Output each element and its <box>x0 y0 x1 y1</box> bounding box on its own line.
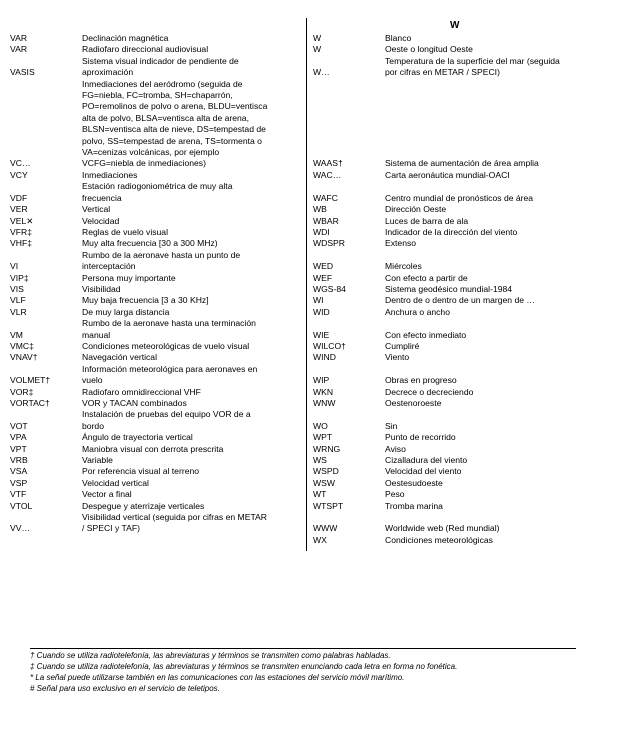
glossary-entry <box>313 489 613 500</box>
entry-abbreviation: VDF <box>10 192 28 203</box>
entry-definition: Información meteorológica para aeronaves en vuelo <box>82 363 258 386</box>
glossary-entry <box>313 501 613 512</box>
glossary-entry <box>313 170 613 181</box>
entry-abbreviation: VLR <box>10 306 27 317</box>
entry-definition: Vertical <box>82 204 111 215</box>
glossary-entry <box>10 79 306 159</box>
entry-definition: Centro mundial de pronósticos de área <box>385 192 534 203</box>
glossary-entry <box>313 284 613 295</box>
entry-abbreviation: VSA <box>10 466 28 477</box>
glossary-entry <box>10 387 306 398</box>
glossary-entry <box>10 33 306 44</box>
entry-definition: Blanco <box>385 33 412 43</box>
glossary-entry <box>10 56 306 79</box>
entry-spacer <box>313 318 613 329</box>
entry-definition: Dentro de o dentro de un margen de … <box>385 295 536 306</box>
entry-definition: Navegación vertical <box>82 352 157 363</box>
entry-definition: Vector a final <box>82 489 132 500</box>
glossary-entry <box>10 455 306 466</box>
entry-abbreviation: VEL✕ <box>10 215 34 226</box>
glossary-entry <box>10 318 306 341</box>
entry-spacer <box>313 409 613 420</box>
footnote-rule <box>30 648 576 649</box>
glossary-entry <box>313 432 613 443</box>
glossary-entry <box>313 227 613 238</box>
entry-abbreviation: VPA <box>10 432 27 443</box>
entry-definition: Obras en progreso <box>385 375 457 386</box>
footnote: † Cuando se utiliza radiotelefonía, las abreviaturas y términos se transmiten como palabras habladas. <box>30 651 391 660</box>
entry-definition <box>385 409 611 420</box>
entry-definition: Decrece o decreciendo <box>385 386 474 397</box>
entry-definition: Condiciones meteorológicas de vuelo visual <box>82 340 250 351</box>
entry-definition: Despegue y aterrizaje verticales <box>82 500 205 511</box>
footnote: # Señal para uso exclusivo en el servicio de teletipos. <box>30 684 220 693</box>
entry-definition: Con efecto a partir de <box>385 272 468 283</box>
glossary-entry <box>10 478 306 489</box>
column-heading-w: W <box>450 20 460 31</box>
entry-spacer <box>313 364 613 375</box>
entry-spacer <box>313 512 613 523</box>
glossary-entry <box>10 341 306 352</box>
entry-abbreviation: WDI <box>313 226 330 237</box>
entry-abbreviation: WSW <box>313 477 335 488</box>
glossary-entry <box>10 352 306 363</box>
entry-definition: Muy baja frecuencia [3 a 30 KHz] <box>82 295 209 306</box>
entry-abbreviation: WI <box>313 295 324 306</box>
glossary-entry <box>313 330 613 341</box>
entry-abbreviation: WDSPR <box>313 238 345 249</box>
entry-definition: Oestenoroeste <box>385 398 442 408</box>
entry-definition <box>385 79 611 159</box>
entry-abbreviation: WAAS† <box>313 158 343 169</box>
entry-abbreviation: VTF <box>10 489 27 500</box>
entry-definition: Aviso <box>385 443 406 454</box>
glossary-entry <box>10 216 306 227</box>
left-column <box>10 33 306 535</box>
entry-definition: Con efecto inmediato <box>385 329 467 340</box>
entry-definition: Radiofaro omnidireccional VHF <box>82 386 201 397</box>
entry-abbreviation: WIE <box>313 329 330 340</box>
entry-definition: Condiciones meteorológicas <box>385 534 493 545</box>
entry-abbreviation: WO <box>313 420 328 431</box>
entry-definition: Sistema visual indicador de pendiente de aproximación <box>82 55 239 78</box>
glossary-entry <box>313 535 613 546</box>
entry-abbreviation: VOR‡ <box>10 386 34 397</box>
entry-abbreviation: VLF <box>10 295 26 306</box>
entry-definition: Velocidad del viento <box>385 466 462 477</box>
entry-abbreviation: WAFC <box>313 192 338 203</box>
entry-definition: Tromba marina <box>385 500 443 511</box>
entry-abbreviation: VC… <box>10 158 31 169</box>
entry-abbreviation: VTOL <box>10 500 33 511</box>
entry-abbreviation: VFR‡ <box>10 226 32 237</box>
entry-definition: VOR y TACAN combinados <box>82 398 187 408</box>
glossary-entry <box>10 284 306 295</box>
footnote: * La señal puede utilizarse también en las comunicaciones con las estaciones del servicio móvil marítimo. <box>30 673 405 682</box>
entry-abbreviation: WID <box>313 306 330 317</box>
entry-abbreviation: W… <box>313 67 330 78</box>
entry-definition <box>385 181 611 192</box>
entry-definition <box>385 250 611 261</box>
entry-definition: Muy alta frecuencia [30 a 300 MHz) <box>82 238 218 249</box>
entry-definition: Punto de recorrido <box>385 432 456 443</box>
entry-abbreviation: VAR <box>10 44 28 55</box>
glossary-entry <box>313 375 613 386</box>
entry-abbreviation: WX <box>313 534 327 545</box>
glossary-entry <box>10 489 306 500</box>
entry-abbreviation: WRNG <box>313 443 341 454</box>
entry-definition: Radiofaro direccional audiovisual <box>82 44 209 55</box>
entry-abbreviation: WIND <box>313 352 336 363</box>
entry-definition: Oeste o longitud Oeste <box>385 44 473 55</box>
glossary-entry <box>313 158 613 169</box>
entry-abbreviation: VHF‡ <box>10 238 32 249</box>
entry-definition: Estación radiogoniométrica de muy alta frecuencia <box>82 181 233 203</box>
entry-abbreviation: VIS <box>10 283 24 294</box>
glossary-entry <box>313 295 613 306</box>
entry-definition: Inmediaciones del aeródromo (seguida de FG=niebla, FC=tromba, SH=chaparrón, PO=remolinos de polvo o arena, BLDU=ventisca alta de polvo, BLSA=ventisca alta de arena, BLSN=ventisca alta de nieve, DS=tempestad de polvo, SS=tempestad de arena, TS=tormenta o VA=cenizas volcánicas, por ejemplo <box>82 78 268 158</box>
glossary-entry <box>313 523 613 534</box>
entry-definition: Worldwide web (Red mundial) <box>385 523 500 534</box>
entry-abbreviation: VAR <box>10 33 28 43</box>
entry-spacer <box>313 79 613 159</box>
glossary-entry <box>313 261 613 272</box>
entry-abbreviation: WT <box>313 489 327 500</box>
entry-abbreviation: WS <box>313 455 327 466</box>
entry-abbreviation: VMC‡ <box>10 340 34 351</box>
entry-abbreviation: WGS-84 <box>313 283 346 294</box>
glossary-entry <box>313 33 613 44</box>
entry-abbreviation: VCY <box>10 169 28 180</box>
glossary-entry <box>313 56 613 79</box>
entry-definition: Anchura o ancho <box>385 306 450 317</box>
footnote: ‡ Cuando se utiliza radiotelefonía, las abreviaturas y términos se transmiten enunciando cada letra en forma no fonética. <box>30 662 458 671</box>
entry-definition <box>385 512 611 523</box>
entry-definition: Indicador de la dirección del viento <box>385 226 518 237</box>
entry-definition: Visibilidad <box>82 283 121 294</box>
entry-abbreviation: VASIS <box>10 67 35 78</box>
glossary-entry <box>10 238 306 249</box>
entry-definition: Rumbo de la aeronave hasta un punto de interceptación <box>82 249 241 272</box>
glossary-entry <box>10 501 306 512</box>
entry-definition: Peso <box>385 489 405 500</box>
entry-definition: Cizalladura del viento <box>385 455 468 466</box>
entry-abbreviation: WILCO† <box>313 340 346 351</box>
glossary-entry <box>313 307 613 318</box>
glossary-entry <box>313 44 613 55</box>
glossary-entry <box>313 455 613 466</box>
entry-abbreviation: VER <box>10 204 28 215</box>
entry-definition: Cumpliré <box>385 340 420 351</box>
entry-definition: Inmediaciones <box>82 169 138 180</box>
footnotes <box>30 650 590 694</box>
entry-abbreviation: VV… <box>10 523 31 534</box>
entry-abbreviation: WNW <box>313 398 336 408</box>
entry-abbreviation: VM <box>10 329 23 340</box>
right-column <box>313 33 613 546</box>
entry-spacer <box>313 250 613 261</box>
glossary-entry <box>10 273 306 284</box>
glossary-entry <box>10 158 306 169</box>
entry-definition: Sin <box>385 420 398 431</box>
entry-spacer <box>313 181 613 192</box>
glossary-entry <box>313 193 613 204</box>
entry-definition: VCFG=niebla de inmediaciones) <box>82 158 206 169</box>
entry-definition: Variable <box>82 455 113 466</box>
entry-abbreviation: VI <box>10 261 19 272</box>
entry-definition: Extenso <box>385 238 417 249</box>
glossary-entry <box>313 478 613 489</box>
entry-definition: Velocidad <box>82 215 120 226</box>
entry-definition: Por referencia visual al terreno <box>82 466 200 477</box>
entry-definition: Instalación de pruebas del equipo VOR de a bordo <box>82 409 251 431</box>
glossary-entry <box>313 273 613 284</box>
entry-definition: Sistema geodésico mundial-1984 <box>385 283 513 294</box>
glossary-entry <box>313 204 613 215</box>
entry-abbreviation: VSP <box>10 477 28 488</box>
entry-definition: Temperatura de la superficie del mar (seguida por cifras en METAR / SPECI) <box>385 55 560 78</box>
entry-definition: Carta aeronáutica mundial-OACI <box>385 169 510 180</box>
glossary-entry <box>10 204 306 215</box>
glossary-entry <box>313 444 613 455</box>
glossary-entry <box>10 227 306 238</box>
glossary-entry <box>10 432 306 443</box>
glossary-entry <box>10 512 306 535</box>
entry-abbreviation: W <box>313 44 322 55</box>
entry-definition: Maniobra visual con derrota prescrita <box>82 443 224 454</box>
entry-abbreviation: WAC… <box>313 169 342 180</box>
glossary-entry <box>10 250 306 273</box>
entry-abbreviation: VIP‡ <box>10 272 29 283</box>
glossary-entry <box>10 398 306 409</box>
entry-abbreviation: WTSPT <box>313 500 344 511</box>
glossary-entry <box>313 216 613 227</box>
entry-abbreviation: W <box>313 33 322 43</box>
glossary-entry <box>10 364 306 387</box>
entry-definition: Viento <box>385 352 410 363</box>
entry-abbreviation: WIP <box>313 375 330 386</box>
glossary-entry <box>313 466 613 477</box>
entry-abbreviation: VPT <box>10 443 27 454</box>
column-divider <box>306 18 307 551</box>
glossary-entry <box>10 444 306 455</box>
entry-definition <box>385 318 611 329</box>
glossary-entry <box>313 398 613 409</box>
entry-definition: Luces de barra de ala <box>385 215 469 226</box>
entry-abbreviation: WKN <box>313 386 334 397</box>
entry-abbreviation: VORTAC† <box>10 398 50 408</box>
entry-abbreviation: VOLMET† <box>10 375 51 386</box>
glossary-entry <box>10 466 306 477</box>
entry-abbreviation: VOT <box>10 420 28 431</box>
glossary-entry <box>10 170 306 181</box>
entry-definition: Sistema de aumentación de área amplia <box>385 158 539 169</box>
glossary-entry <box>313 341 613 352</box>
entry-definition: Dirección Oeste <box>385 204 447 215</box>
entry-definition: Rumbo de la aeronave hasta una terminación manual <box>82 318 256 340</box>
glossary-entry <box>10 44 306 55</box>
entry-definition: De muy larga distancia <box>82 306 170 317</box>
entry-abbreviation: WEF <box>313 272 333 283</box>
entry-abbreviation: WBAR <box>313 215 339 226</box>
entry-definition: Oestesudoeste <box>385 477 443 488</box>
glossary-entry <box>313 352 613 363</box>
entry-abbreviation: WB <box>313 204 327 215</box>
entry-definition: Declinación magnética <box>82 33 169 43</box>
entry-definition: Visibilidad vertical (seguida por cifras en METAR / SPECI y TAF) <box>82 512 268 534</box>
entry-definition: Miércoles <box>385 261 422 272</box>
glossary-entry <box>10 409 306 432</box>
glossary-entry <box>10 295 306 306</box>
glossary-entry <box>10 181 306 204</box>
glossary-entry <box>313 238 613 249</box>
entry-definition <box>385 364 611 375</box>
entry-abbreviation: WPT <box>313 432 333 443</box>
glossary-entry <box>313 387 613 398</box>
entry-abbreviation: WWW <box>313 523 338 534</box>
glossary-entry <box>313 421 613 432</box>
entry-definition: Persona muy importante <box>82 272 176 283</box>
entry-abbreviation: WED <box>313 261 334 272</box>
entry-abbreviation: WSPD <box>313 466 339 477</box>
glossary-entry <box>10 307 306 318</box>
entry-definition: Reglas de vuelo visual <box>82 226 168 237</box>
entry-definition: Ángulo de trayectoria vertical <box>82 432 193 443</box>
entry-definition: Velocidad vertical <box>82 477 149 488</box>
entry-abbreviation: VRB <box>10 455 28 466</box>
entry-abbreviation: VNAV† <box>10 352 38 363</box>
